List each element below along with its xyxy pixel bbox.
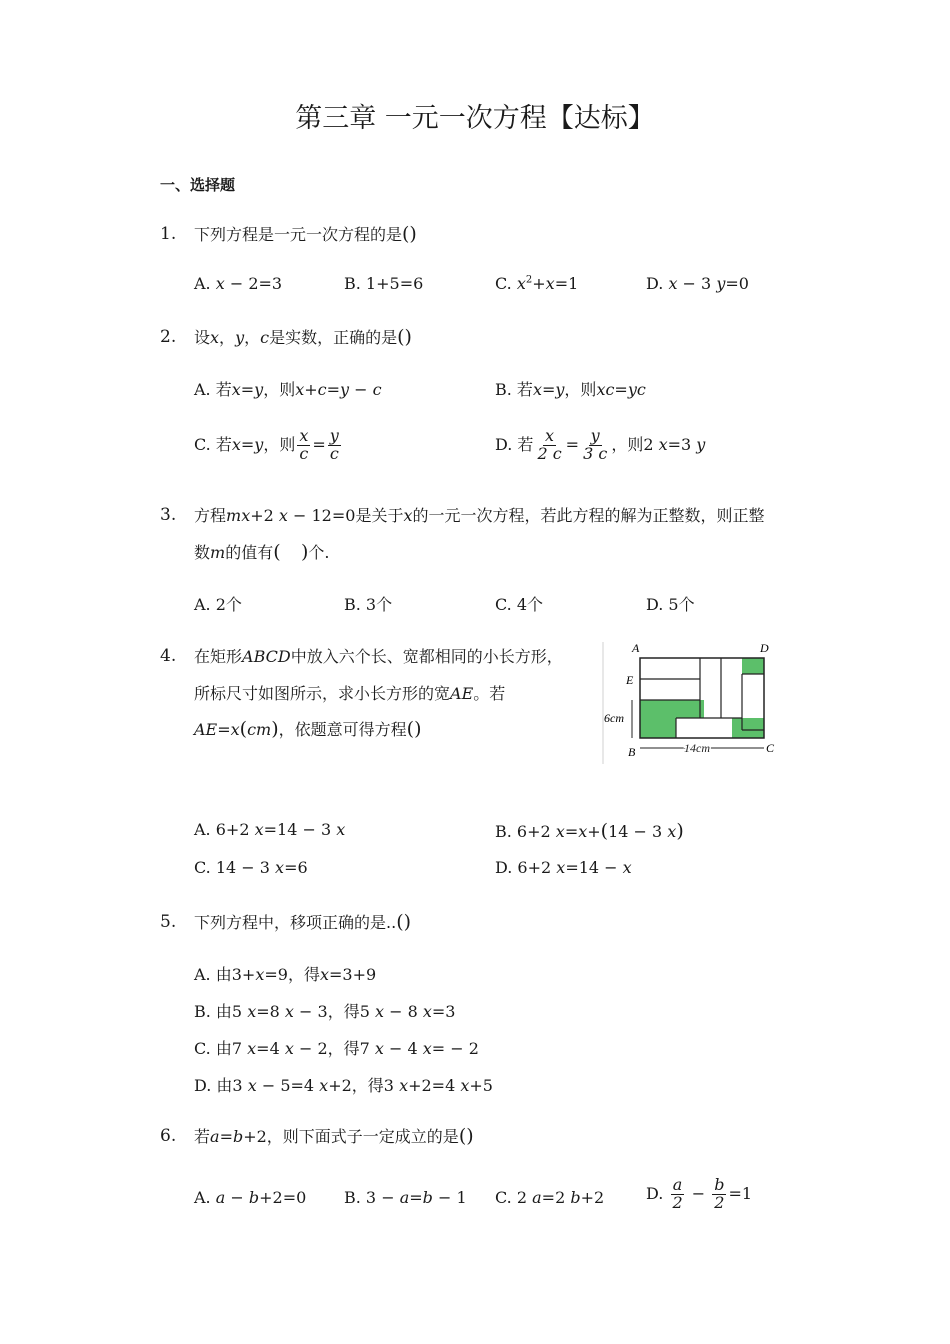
label-e: E [626, 673, 634, 687]
question-number: 6. [160, 1126, 177, 1146]
label-14cm: 14cm [684, 741, 710, 755]
q5-option-c: C. 由7 x=4 x − 2，得7 x − 4 x= − 2 [194, 1039, 479, 1058]
q5-option-a: A. 由3+x=9，得x=3+9 [194, 965, 377, 984]
question-2-stem: 设x，y，c是实数，正确的是() [194, 326, 412, 348]
q4-option-c: C. 14 − 3 x=6 [194, 858, 308, 877]
q2-option-a: A. 若x=y，则x+c=y − c [194, 380, 382, 399]
question-1-stem: 下列方程是一元一次方程的是() [194, 223, 417, 245]
q1-option-b: B. 1+5=6 [344, 274, 424, 293]
question-3-line-1: 方程mx+2 x − 12=0是关于x的一元一次方程，若此方程的解为正整数，则正整 [194, 506, 765, 525]
q5-option-b: B. 由5 x=8 x − 3，得5 x − 8 x=3 [194, 1002, 456, 1021]
question-number: 1. [160, 224, 177, 244]
q2-option-b: B. 若x=y，则xc=yc [495, 380, 646, 399]
q3-option-a: A. 2个 [194, 595, 242, 614]
question-4-line-2: 所标尺寸如图所示，求小长方形的宽AE。若 [194, 684, 506, 703]
q6-option-b: B. 3 − a=b − 1 [344, 1188, 467, 1207]
label-6cm: 6cm [604, 711, 624, 725]
question-4-line-3: AE=x(cm)，依题意可得方程() [194, 718, 422, 740]
q1-option-c: C. $x^2+x=1$ [495, 274, 579, 293]
green-region [742, 658, 764, 674]
q3-option-d: D. 5个 [646, 595, 695, 614]
section-heading: 一、选择题 [160, 176, 236, 194]
q4-option-a: A. 6+2 x=14 − 3 x [194, 820, 346, 839]
q6-option-d: D. $\frac{a}{2}$ − $\frac{b}{2}$ =1 [646, 1175, 753, 1212]
question-number: 5. [160, 912, 177, 932]
green-region [640, 700, 676, 738]
q4-option-d: D. 6+2 x=14 − x [495, 858, 632, 877]
q1-option-d: D. x − 3 y=0 [646, 274, 749, 293]
question-3-line-2: 数m的值有( )个. [194, 541, 330, 563]
q3-option-c: C. 4个 [495, 595, 544, 614]
q6-option-a: A. a − b+2=0 [194, 1188, 307, 1207]
label-a: A [632, 641, 640, 655]
question-5-stem: 下列方程中，移项正确的是..() [194, 911, 412, 933]
q4-option-b: B. 6+2 x=x+(14 − 3 x) [495, 820, 684, 842]
q2-option-c: C. 若x=y，则 $\frac{x}{c}$ = $\frac{y}{c}$ [194, 426, 339, 463]
question-number: 2. [160, 327, 177, 347]
q2-option-d: D. 若 $\frac{x}{2 c}$ = $\frac{y}{3 c}$ ，则2 x=3 y [495, 426, 706, 463]
question-number: 4. [160, 646, 177, 666]
page-title: 第三章 一元一次方程【达标】 [295, 103, 655, 134]
q6-option-c: C. 2 a=2 b+2 [495, 1188, 605, 1207]
label-b: B [628, 745, 636, 759]
q1-option-a: A. x − 2=3 [194, 274, 283, 293]
question-4-line-1: 在矩形ABCD中放入六个长、宽都相同的小长方形， [194, 647, 563, 666]
question-number: 3. [160, 505, 177, 525]
green-region [732, 718, 764, 738]
label-d: D [760, 641, 769, 655]
q5-option-d: D. 由3 x − 5=4 x+2，得3 x+2=4 x+5 [194, 1076, 493, 1095]
label-c: C [766, 741, 775, 755]
rectangle-figure [602, 638, 780, 766]
q3-option-b: B. 3个 [344, 595, 393, 614]
question-6-stem: 若a=b+2，则下面式子一定成立的是() [194, 1125, 474, 1147]
